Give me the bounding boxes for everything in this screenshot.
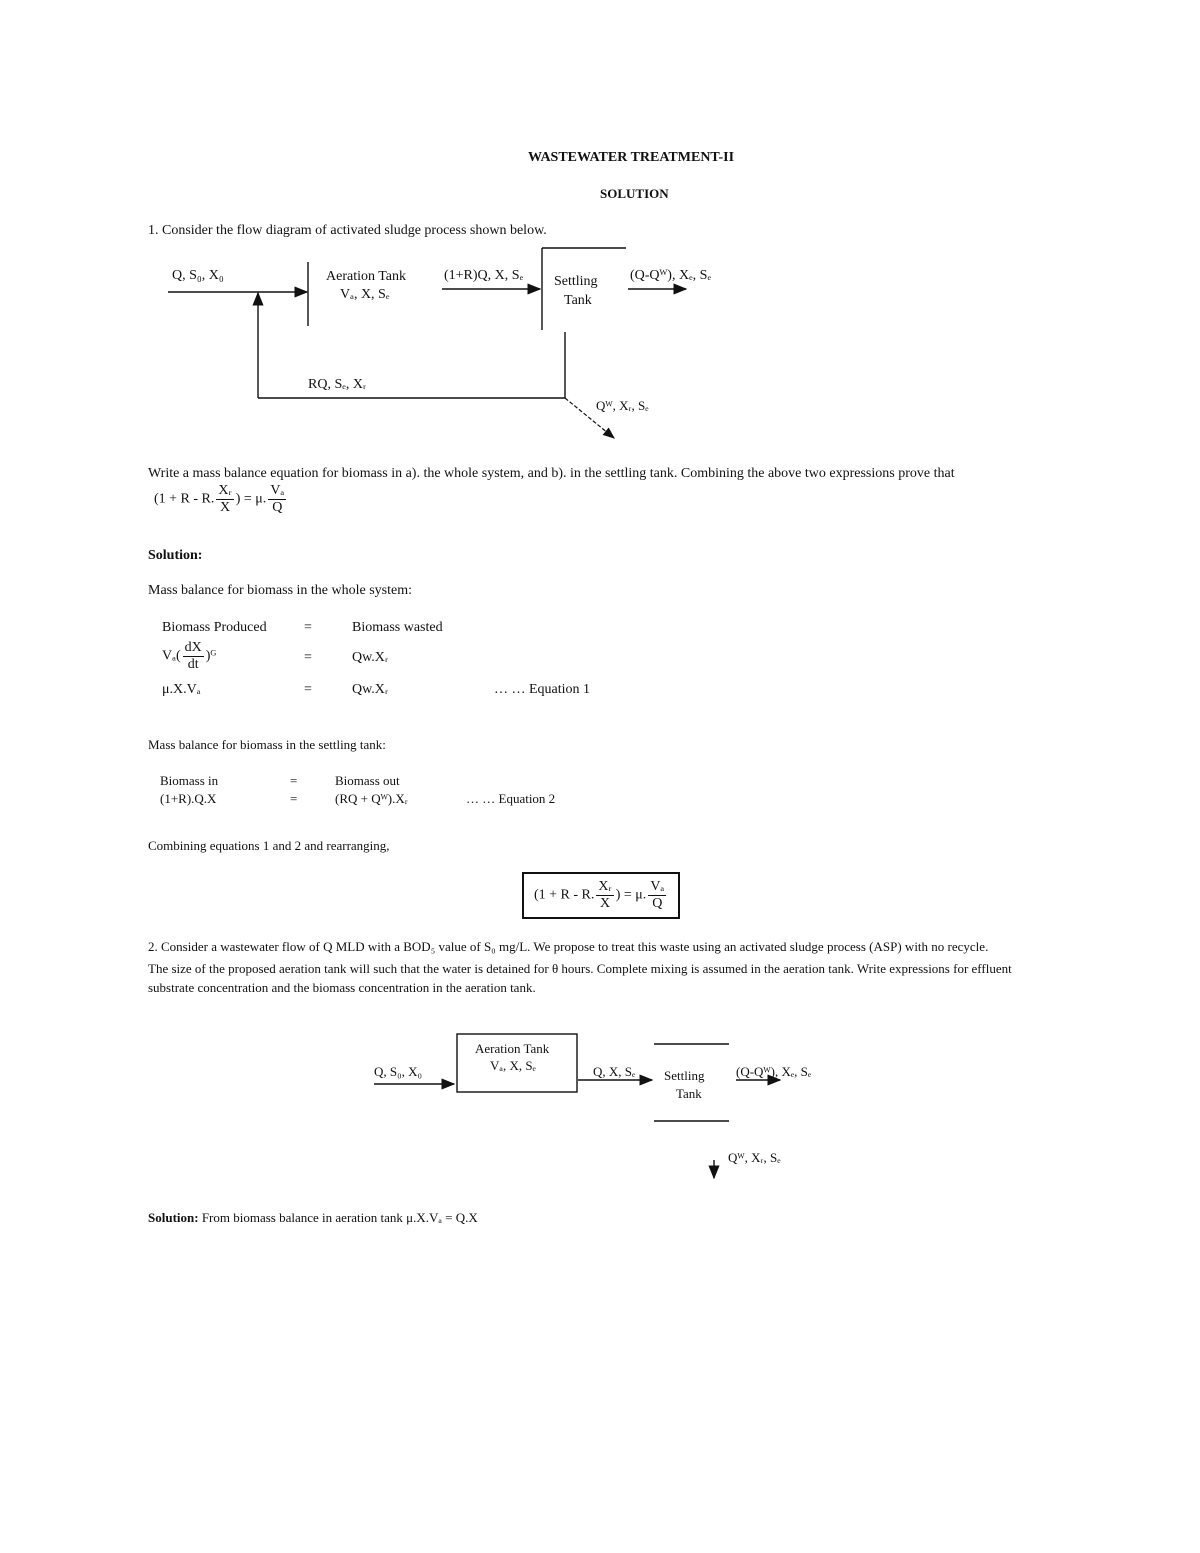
- mb-row2-op: =: [304, 650, 312, 665]
- mb-row3-left: μ.X.Vₐ: [162, 682, 201, 697]
- q1-task: Write a mass balance equation for biomass in a). the whole system, and b). in the settling tank. Combining the above two expressions prove that: [148, 466, 955, 481]
- whole-system-heading: Mass balance for biomass in the whole system:: [148, 583, 413, 598]
- q2-line3: substrate concentration and the biomass concentration in the aeration tank.: [148, 980, 536, 995]
- d1-recycle-label: RQ, Sₑ, Xᵣ: [308, 377, 367, 392]
- eq-frac: [268, 484, 286, 515]
- eq-frac-num: Xᵣ: [218, 483, 232, 498]
- d2-settler-label2: Tank: [676, 1086, 702, 1101]
- d1-aeration-label2: Vₐ, X, Sₑ: [340, 287, 390, 302]
- eq-frac-num: Xᵣ: [598, 879, 612, 894]
- eq-frac: [596, 880, 613, 911]
- eq-text: (1 + R - R.: [534, 887, 595, 903]
- d2-waste-label: Qᵂ, Xᵣ, Sₑ: [728, 1150, 781, 1165]
- st-row2-left: (1+R).Q.X: [160, 791, 217, 806]
- equation1-tag: … … Equation 1: [494, 682, 591, 697]
- d1-settler-label2: Tank: [564, 293, 592, 308]
- d2-effluent-label: (Q-Qᵂ), Xₑ, Sₑ: [736, 1064, 812, 1079]
- page-title: WASTEWATER TREATMENT-II: [528, 150, 735, 165]
- q2-solution-text: From biomass balance in aeration tank μ.X.Vₐ = Q.X: [198, 1210, 478, 1225]
- eq-text: ) = μ.: [615, 887, 647, 903]
- mb-row3-right: Qw.Xᵣ: [352, 682, 389, 697]
- q2-solution-label: Solution:: [148, 1210, 199, 1225]
- eq-frac: [183, 641, 204, 672]
- final-boxed-equation: [522, 872, 680, 919]
- st-row2-right: (RQ + Qᵂ).Xᵣ: [335, 791, 408, 806]
- d2-aeration-label2: Vₐ, X, Sₑ: [490, 1058, 536, 1073]
- d1-effluent-label: (Q-Qᵂ), Xₑ, Sₑ: [630, 268, 712, 283]
- d2-inlet-label: Q, S₀, X₀: [374, 1064, 423, 1079]
- d1-inlet-label: Q, S₀, X₀: [172, 268, 224, 283]
- eq-frac-den: X: [600, 896, 611, 911]
- d2-settler-label1: Settling: [664, 1068, 705, 1083]
- d1-settler-label1: Settling: [554, 274, 598, 289]
- d1-waste-label: Qᵂ, Xᵣ, Sₑ: [596, 398, 649, 413]
- settling-heading: Mass balance for biomass in the settling tank:: [148, 737, 386, 752]
- eq-frac-den: X: [220, 500, 231, 515]
- eq-frac-num: Vₐ: [270, 483, 285, 498]
- solution1-label: Solution:: [148, 548, 203, 563]
- eq-frac-num: Vₐ: [650, 879, 665, 894]
- mb-row2-left: [162, 641, 216, 672]
- eq-frac-den: dt: [187, 657, 199, 672]
- eq-frac-num: dX: [184, 640, 202, 655]
- mb-row1-op: =: [304, 620, 312, 635]
- page-subtitle: SOLUTION: [600, 186, 669, 201]
- q1-prove-equation: [154, 484, 288, 515]
- eq-frac: [648, 880, 666, 911]
- mb-row3-op: =: [304, 682, 312, 697]
- st-row1-right: Biomass out: [335, 773, 400, 788]
- eq-text: (1 + R - R.: [154, 491, 215, 507]
- combine-text: Combining equations 1 and 2 and rearranging,: [148, 838, 390, 853]
- st-row1-left: Biomass in: [160, 773, 219, 788]
- q2-line2: The size of the proposed aeration tank will such that the water is detained for θ hours. Complete mixing is assumed in the aeration tank. Write expressions for effluent: [148, 961, 1012, 976]
- q2-solution: [148, 1210, 478, 1226]
- d2-to-settler-label: Q, X, Sₑ: [593, 1064, 636, 1079]
- mb-row1-right: Biomass wasted: [352, 620, 443, 635]
- eq-frac-den: Q: [652, 896, 663, 911]
- d1-aeration-label1: Aeration Tank: [326, 269, 407, 284]
- st-row1-op: =: [290, 773, 298, 788]
- q1-prompt: 1. Consider the flow diagram of activated sludge process shown below.: [148, 223, 547, 238]
- mb-row2-right: Qw.Xᵣ: [352, 650, 389, 665]
- eq-frac: [216, 484, 233, 515]
- st-row2-op: =: [290, 791, 298, 806]
- mb-row1-left: Biomass Produced: [162, 620, 267, 635]
- eq-text: ) = μ.: [235, 491, 267, 507]
- eq-text: Vₐ(: [162, 648, 181, 664]
- eq-frac-den: Q: [272, 500, 283, 515]
- q2-line1: 2. Consider a wastewater flow of Q MLD with a BOD₅ value of S₀ mg/L. We propose to treat this waste using an activated sludge process (ASP) with no recycle.: [148, 939, 989, 954]
- d2-aeration-label1: Aeration Tank: [475, 1041, 550, 1056]
- equation2-tag: … … Equation 2: [466, 791, 556, 806]
- eq-text: )ᴳ: [205, 648, 217, 664]
- d1-to-settler-label: (1+R)Q, X, Sₑ: [444, 268, 524, 283]
